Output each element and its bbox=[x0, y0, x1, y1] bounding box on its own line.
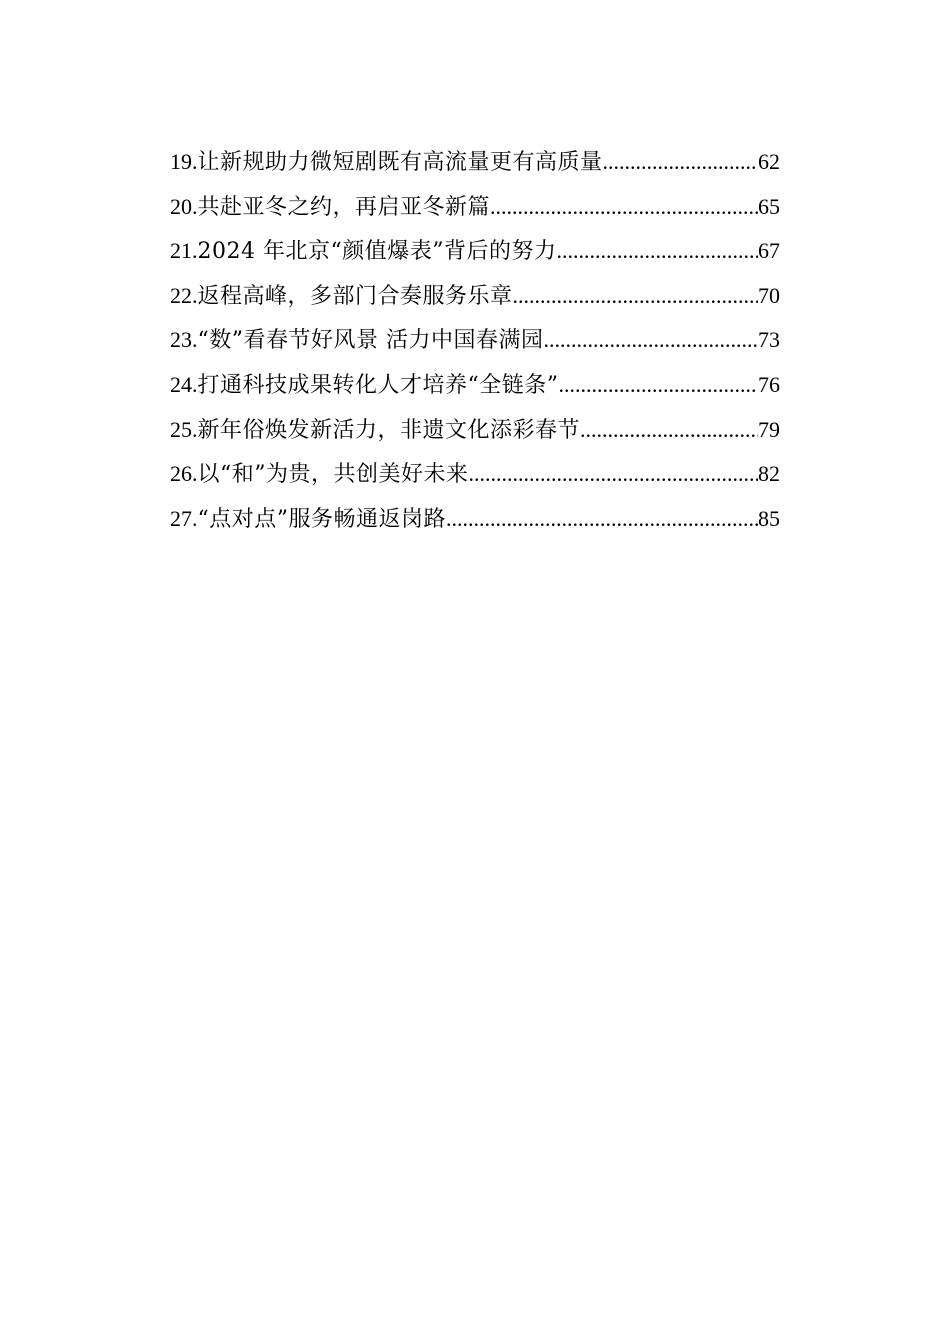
toc-entry[interactable] bbox=[170, 408, 780, 453]
toc-entry-title: “点对点”服务畅通返岗路 bbox=[197, 506, 446, 532]
toc-entry-number: 24. bbox=[170, 371, 198, 397]
toc-dot-leader bbox=[469, 452, 759, 497]
toc-entry-title: 以“和”为贵，共创美好未来 bbox=[197, 462, 469, 488]
toc-entry-title: 返程高峰，多部门合奏服务乐章 bbox=[197, 283, 513, 309]
table-of-contents bbox=[170, 140, 780, 541]
toc-entry[interactable] bbox=[170, 229, 780, 274]
toc-dot-leader bbox=[556, 229, 758, 274]
toc-entry[interactable] bbox=[170, 497, 780, 542]
toc-entry-title: 让新规助力微短剧既有高流量更有高质量 bbox=[197, 150, 603, 175]
toc-entry-title: 共赴亚冬之约，再启亚冬新篇 bbox=[197, 194, 491, 220]
toc-entry-number: 23. bbox=[170, 327, 198, 353]
toc-entry-page: 70 bbox=[758, 282, 780, 308]
toc-entry-page: 73 bbox=[758, 327, 780, 353]
toc-entry-title: 打通科技成果转化人才培养“全链条” bbox=[197, 372, 559, 398]
toc-entry-number: 22. bbox=[170, 282, 198, 308]
toc-entry-number: 19. bbox=[170, 149, 198, 174]
toc-dot-leader bbox=[513, 274, 758, 319]
toc-entry-number: 26. bbox=[170, 461, 198, 487]
toc-entry-title: 新年俗焕发新活力，非遗文化添彩春节 bbox=[197, 417, 581, 443]
toc-entry[interactable] bbox=[170, 140, 780, 185]
toc-dot-leader bbox=[490, 185, 758, 230]
toc-entry-title: 2024 年北京“颜值爆表”背后的努力 bbox=[197, 239, 557, 265]
toc-entry-page: 76 bbox=[758, 371, 780, 397]
toc-dot-leader bbox=[446, 497, 758, 542]
toc-dot-leader bbox=[580, 408, 758, 453]
toc-dot-leader bbox=[559, 363, 759, 408]
toc-entry-number: 20. bbox=[170, 193, 198, 219]
toc-dot-leader bbox=[603, 140, 758, 185]
toc-entry[interactable] bbox=[170, 274, 780, 319]
toc-entry[interactable] bbox=[170, 185, 780, 230]
toc-entry-page: 67 bbox=[758, 238, 780, 264]
toc-dot-leader bbox=[544, 318, 759, 363]
toc-entry-number: 27. bbox=[170, 505, 198, 531]
toc-entry-page: 79 bbox=[758, 416, 780, 442]
toc-entry[interactable] bbox=[170, 363, 780, 408]
toc-entry-page: 85 bbox=[758, 505, 780, 531]
toc-entry-number: 25. bbox=[170, 416, 198, 442]
toc-entry[interactable] bbox=[170, 318, 780, 363]
toc-entry-title: “数”看春节好风景 活力中国春满园 bbox=[197, 328, 544, 354]
toc-entry-number: 21. bbox=[170, 238, 198, 264]
toc-entry-page: 82 bbox=[758, 461, 780, 487]
toc-entry[interactable] bbox=[170, 452, 780, 497]
toc-entry-page: 65 bbox=[758, 193, 780, 219]
toc-entry-page: 62 bbox=[758, 149, 780, 174]
